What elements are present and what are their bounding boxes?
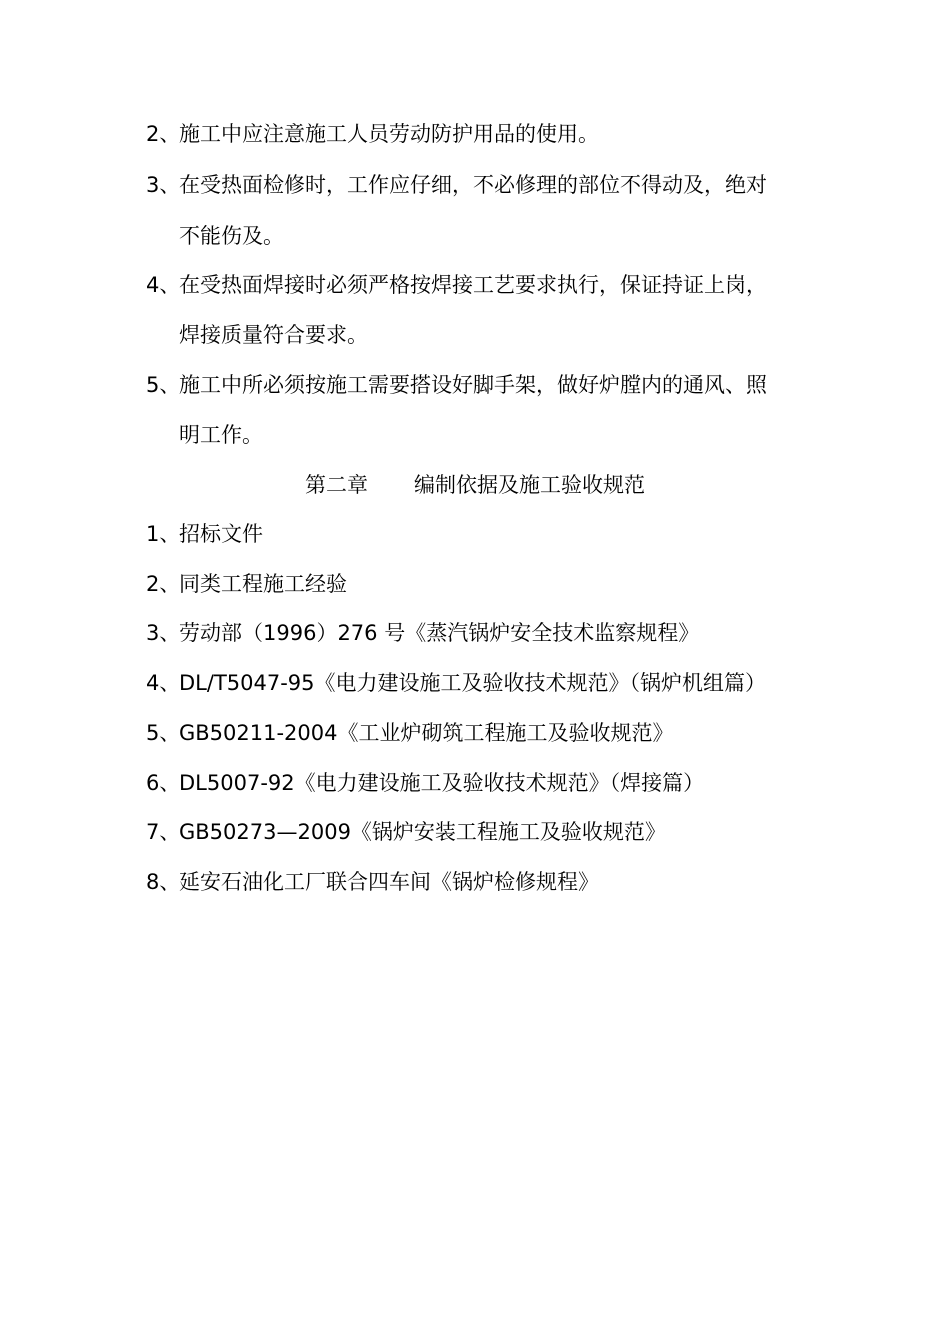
item-number: 4、: [146, 671, 181, 695]
chapter-label: 第二章: [305, 473, 368, 497]
item-number: 7、: [146, 820, 181, 844]
item-text: 在受热面焊接时必须严格按焊接工艺要求执行，保证持证上岗，: [179, 273, 767, 297]
item-text: 同类工程施工经验: [179, 572, 347, 596]
list-item: [146, 857, 826, 908]
item-text: 劳动部（1996）276 号《蒸汽锅炉安全技术监察规程》: [179, 621, 700, 645]
item-text: 施工中所必须按施工需要搭设好脚手架，做好炉膛内的通风、照: [179, 373, 767, 397]
item-number: 3、: [146, 173, 181, 197]
list-item-continuation: [146, 211, 826, 262]
item-text: DL5007-92《电力建设施工及验收技术规范》（焊接篇）: [179, 771, 705, 795]
list-item: [146, 559, 826, 610]
item-number: 4、: [146, 273, 181, 297]
item-text: 施工中应注意施工人员劳动防护用品的使用。: [179, 122, 599, 146]
item-number: 3、: [146, 621, 181, 645]
list-item: [146, 360, 826, 411]
list-item: [146, 758, 826, 809]
item-number: 1、: [146, 522, 181, 546]
item-text: DL/T5047-95《电力建设施工及验收技术规范》（锅炉机组篇）: [179, 671, 767, 695]
item-text: GB50273—2009《锅炉安装工程施工及验收规范》: [179, 820, 666, 844]
list-item: [146, 160, 826, 211]
item-text: 在受热面检修时，工作应仔细，不必修理的部位不得动及，绝对: [179, 173, 767, 197]
item-continuation-text: 明工作。: [179, 423, 263, 447]
item-number: 5、: [146, 373, 181, 397]
list-item: [146, 260, 826, 311]
list-item-continuation: [146, 310, 826, 361]
item-number: 2、: [146, 122, 181, 146]
item-number: 5、: [146, 721, 181, 745]
item-number: 6、: [146, 771, 181, 795]
item-text: 延安石油化工厂联合四车间《锅炉检修规程》: [179, 870, 599, 894]
list-item-continuation: [146, 410, 826, 461]
item-number: 8、: [146, 870, 181, 894]
list-item: [146, 509, 826, 560]
item-text: GB50211-2004《工业炉砌筑工程施工及验收规范》: [179, 721, 674, 745]
list-item: [146, 708, 826, 759]
list-item: [146, 109, 826, 160]
list-item: [146, 807, 826, 858]
chapter-heading: [0, 460, 950, 511]
item-continuation-text: 焊接质量符合要求。: [179, 323, 368, 347]
item-text: 招标文件: [179, 522, 263, 546]
list-item: [146, 658, 826, 709]
chapter-title: 编制依据及施工验收规范: [414, 473, 645, 497]
item-continuation-text: 不能伤及。: [179, 224, 284, 248]
list-item: [146, 608, 826, 659]
item-number: 2、: [146, 572, 181, 596]
